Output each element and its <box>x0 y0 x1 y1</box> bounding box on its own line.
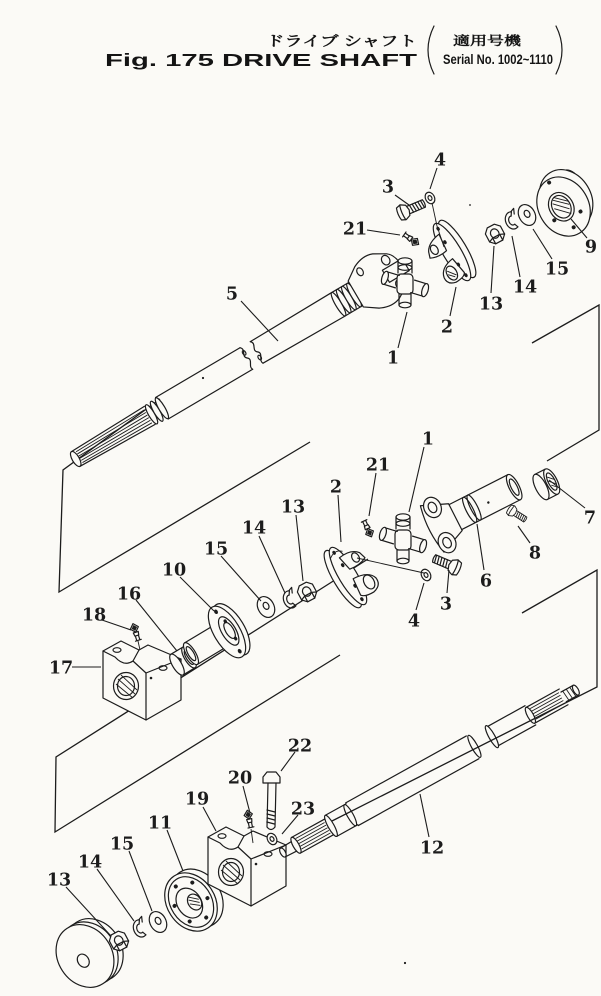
callout-number: 3 <box>439 594 453 615</box>
callout-number: 15 <box>203 539 229 560</box>
callout-leader <box>450 287 456 316</box>
nut-13-mid <box>295 580 318 604</box>
callout-leader <box>180 577 214 611</box>
figure-header <box>105 26 562 74</box>
callout-leader <box>409 447 424 512</box>
yoke-2-mid <box>318 535 385 612</box>
callout-leader <box>221 556 261 601</box>
callout-leader <box>518 526 530 543</box>
callout-leader <box>369 473 376 516</box>
callout-number: 16 <box>116 584 142 605</box>
callout-number: 14 <box>77 852 103 873</box>
callout-number: 6 <box>479 571 493 592</box>
serial-range: Serial No. 1002~1110 <box>443 52 553 67</box>
bolt-path-line-mid <box>357 558 424 573</box>
callout-number: 5 <box>225 284 239 305</box>
lock-washer-14-mid <box>280 587 298 610</box>
callout-number: 20 <box>227 768 253 789</box>
callout-number: 15 <box>544 259 570 280</box>
callout-number: 13 <box>46 870 72 891</box>
callout-leader <box>241 301 278 341</box>
bolt-22 <box>263 772 280 830</box>
callout-leader <box>243 786 250 813</box>
callout-number: 21 <box>365 455 391 476</box>
callouts <box>47 151 597 937</box>
callout-leader <box>416 583 424 610</box>
callout-number: 9 <box>584 237 598 258</box>
washer-15-top <box>515 202 539 229</box>
spider-1-mid <box>378 514 428 564</box>
callout-number: 3 <box>381 177 395 198</box>
assembly-separator <box>532 305 599 461</box>
bolt-3-mid <box>430 551 463 577</box>
callout-leader <box>533 229 552 259</box>
callout-number: 17 <box>48 658 74 679</box>
bolt-3-top <box>395 196 428 222</box>
pulley <box>44 908 134 996</box>
figure-title: Fig. 175 DRIVE SHAFT <box>105 50 418 70</box>
callout-number: 10 <box>161 560 187 581</box>
callout-number: 21 <box>342 219 368 240</box>
callout-number: 23 <box>290 799 316 820</box>
callout-number: 7 <box>583 508 597 529</box>
callout-number: 14 <box>512 277 538 298</box>
callout-number: 13 <box>280 497 306 518</box>
callout-number: 13 <box>478 294 504 315</box>
callout-leader <box>136 600 177 651</box>
callout-number: 15 <box>109 834 135 855</box>
shaft-5 <box>59 241 420 485</box>
callout-leader <box>512 236 520 277</box>
figure-title-japanese: ドライブ シャフト <box>266 33 417 49</box>
callout-leader <box>398 312 407 348</box>
callout-number: 1 <box>421 429 435 450</box>
lock-washer-14-top <box>502 208 520 231</box>
callout-leader <box>367 230 400 235</box>
washer-4-mid <box>419 568 433 583</box>
callout-number: 19 <box>184 789 210 810</box>
callout-number: 12 <box>419 838 445 859</box>
bushing-7 <box>530 467 563 502</box>
callout-number: 18 <box>81 605 107 626</box>
callout-leader <box>430 168 437 189</box>
callout-leader <box>296 515 303 581</box>
callout-number: 14 <box>241 518 267 539</box>
callout-leader <box>338 495 341 542</box>
callout-number: 4 <box>407 611 421 632</box>
callout-leader <box>203 807 216 831</box>
grease-fitting-18 <box>129 622 142 641</box>
callout-number: 8 <box>528 543 542 564</box>
grease-fitting-21-top <box>402 231 421 248</box>
callout-leader <box>491 246 494 293</box>
callout-leader <box>395 195 409 205</box>
assembly-separator <box>55 559 368 832</box>
callout-number: 22 <box>287 736 313 757</box>
yoke-2-top <box>416 216 482 292</box>
plug-8 <box>505 504 529 525</box>
callout-leader <box>259 536 285 593</box>
fitting-18-stem <box>138 641 140 650</box>
callout-number: 2 <box>440 317 454 338</box>
callout-leader <box>447 570 449 593</box>
close-paren <box>556 26 562 74</box>
serial-label-japanese: 適用号機 <box>453 34 504 48</box>
hub-10 <box>172 598 257 681</box>
assembly-separator <box>330 570 597 822</box>
callout-number: 11 <box>147 813 173 834</box>
callout-leader <box>102 620 131 630</box>
open-paren <box>428 26 434 74</box>
grease-fitting-20 <box>243 809 255 828</box>
callout-number: 1 <box>386 348 400 369</box>
nut-13-top <box>483 222 506 246</box>
callout-leader <box>477 524 484 570</box>
callout-number: 2 <box>329 477 343 498</box>
callout-leader <box>129 851 152 911</box>
bearing-block-17 <box>103 641 181 720</box>
callout-leader <box>97 869 134 921</box>
callout-number: 4 <box>433 150 447 171</box>
grease-fitting-21-mid <box>360 519 375 538</box>
washer-15-bottom <box>146 909 170 936</box>
callout-leader <box>420 794 429 837</box>
callout-leader <box>167 830 183 871</box>
